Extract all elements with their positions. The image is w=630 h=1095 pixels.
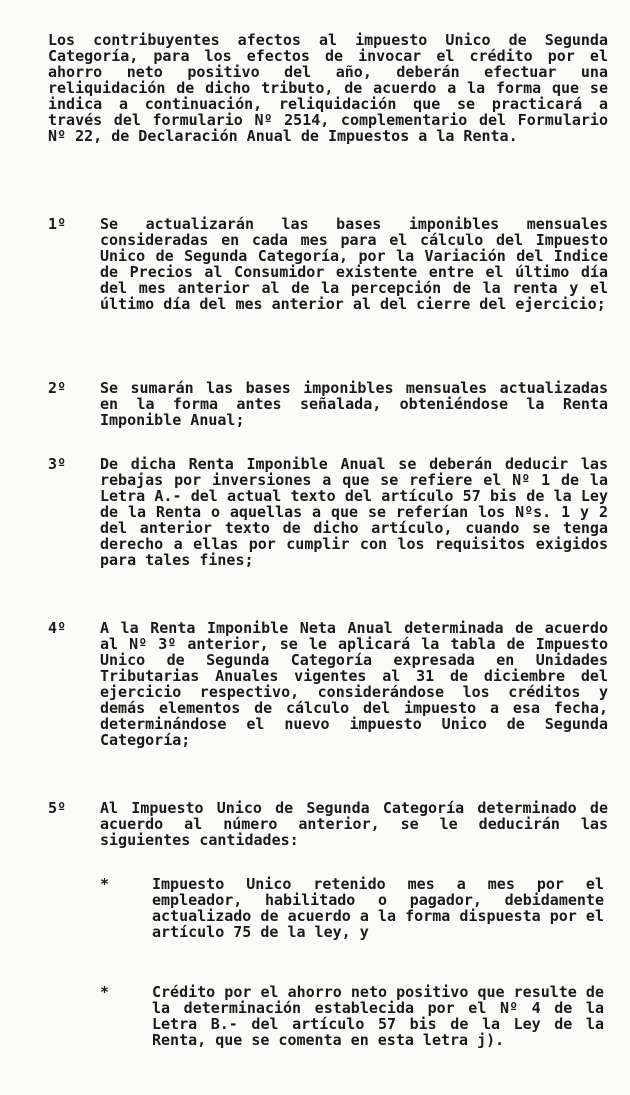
item-text: De dicha Renta Imponible Anual se deberán deducir las rebajas por inversiones a que se refiere el Nº 1 de la Letra A.- del actual texto del artículo 57 bis de la Ley de la Renta o aquellas a que se referían los Nºs. 1 y 2 del anterior texto de dicho artículo, cuando se tenga derecho a ellas por cumplir con los requisitos exigidos para tales fines;: [100, 455, 608, 569]
sub-item-text: Crédito por el ahorro neto positivo que resulte de la determinación establecida por el Nº 4 de la Letra B.- del artículo 57 bis de la Ley de la Renta, que se comenta en esta letra j).: [152, 983, 604, 1049]
bullet-marker: *: [100, 983, 110, 1001]
item-text: A la Renta Imponible Neta Anual determinada de acuerdo al Nº 3º anterior, se le aplicará la tabla de Impuesto Unico de Segunda Categoría expresada en Unidades Tributarias Anuales vigentes al 31 de diciembre del ejercicio respectivo, considerándose los créditos y demás elementos de cálculo del impuesto a esa fecha, determinándose el nuevo impuesto Unico de Segunda Categoría;: [100, 619, 608, 749]
sub-item-text: Impuesto Unico retenido mes a mes por el empleador, habilitado o pagador, debidamente actualizado de acuerdo a la forma dispuesta por el artículo 75 de la ley, y: [152, 875, 604, 941]
item-text: Se sumarán las bases imponibles mensuales actualizadas en la forma antes señalada, obteniéndose la Renta Imponible Anual;: [100, 379, 608, 429]
item-number: 2º: [48, 379, 67, 397]
item-text: Al Impuesto Unico de Segunda Categoría determinado de acuerdo al número anterior, se le deducirán las siguientes cantidades:: [100, 799, 608, 849]
item-number: 1º: [48, 215, 67, 233]
bullet-marker: *: [100, 875, 110, 893]
intro-paragraph: Los contribuyentes afectos al impuesto Unico de Segunda Categoría, para los efectos de invocar el crédito por el ahorro neto positivo del año, deberán efectuar una reliquidación de dicho tributo, de acuerdo a la forma que se indica a continuación, reliquidación que se practicará a través del formulario Nº 2514, complementario del Formulario Nº 22, de Declaración Anual de Impuestos a la Renta.: [48, 31, 608, 145]
item-text: Se actualizarán las bases imponibles mensuales consideradas en cada mes para el cálculo del Impuesto Unico de Segunda Categoría, por la Variación del Indice de Precios al Consumidor existente entre el último día del mes anterior al de la percepción de la renta y el último día del mes anterior al del cierre del ejercicio;: [100, 215, 608, 313]
item-number: 3º: [48, 455, 67, 473]
item-number: 5º: [48, 799, 67, 817]
item-number: 4º: [48, 619, 67, 637]
